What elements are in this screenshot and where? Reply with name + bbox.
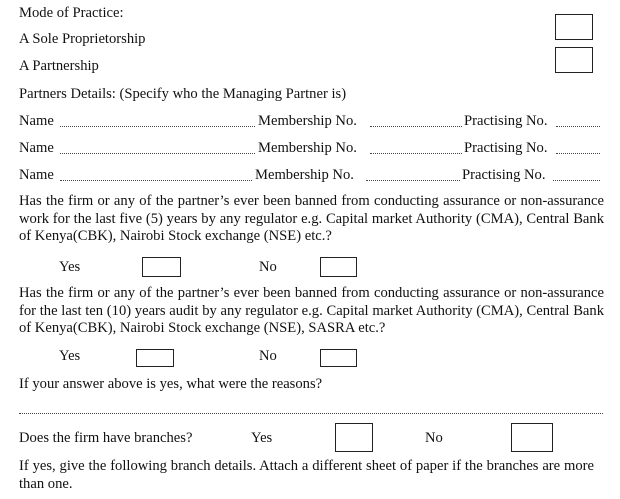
q2-no-checkbox[interactable]: [320, 349, 357, 367]
partner-membership-label: Membership No.: [258, 113, 357, 129]
partner-name-label: Name: [19, 140, 54, 156]
partner-name-label: Name: [19, 167, 54, 183]
q1-no-label: No: [259, 259, 277, 275]
partner-practising-label: Practising No.: [464, 113, 548, 129]
q1-yes-checkbox[interactable]: [142, 257, 181, 277]
q1-no-checkbox[interactable]: [320, 257, 357, 277]
partner-membership-field[interactable]: [370, 153, 462, 154]
branches-no-label: No: [425, 430, 443, 446]
branches-no-checkbox[interactable]: [511, 423, 553, 452]
branches-details: If yes, give the following branch details. Attach a different sheet of paper if the branches are more than one.: [19, 458, 594, 492]
partners-heading: Partners Details: (Specify who the Managing Partner is): [19, 86, 347, 102]
branches-yes-label: Yes: [251, 430, 273, 446]
partner-membership-field[interactable]: [366, 180, 460, 181]
q2-text: Has the firm or any of the partner’s ever been banned from conducting assurance or non-assurance for the last ten (10) years audit by any regulator e.g. Capital market Authority (CMA), Central Bank of Kenya(CBK), Nairobi Stock exchange (NSE), SASRA etc.?: [19, 285, 604, 336]
q2-no-label: No: [259, 348, 277, 364]
mode-heading: Mode of Practice:: [19, 5, 124, 21]
branches-question: Does the firm have branches?: [19, 430, 193, 446]
mode-partnership-label: A Partnership: [19, 58, 99, 74]
reasons-text: If your answer above is yes, what were the reasons?: [19, 376, 323, 392]
partner-name-field[interactable]: [60, 153, 255, 154]
partner-practising-label: Practising No.: [462, 167, 546, 183]
q2-yes-checkbox[interactable]: [136, 349, 174, 367]
partner-membership-field[interactable]: [370, 126, 462, 127]
partner-membership-label: Membership No.: [258, 140, 357, 156]
partner-practising-field[interactable]: [553, 180, 600, 181]
mode-sole-checkbox[interactable]: [555, 14, 593, 40]
branches-yes-checkbox[interactable]: [335, 423, 373, 452]
partner-practising-field[interactable]: [556, 153, 600, 154]
partner-name-field[interactable]: [60, 126, 255, 127]
partner-practising-label: Practising No.: [464, 140, 548, 156]
reasons-field[interactable]: [19, 413, 603, 414]
mode-partnership-checkbox[interactable]: [555, 47, 593, 73]
q2-yes-label: Yes: [59, 348, 81, 364]
partner-practising-field[interactable]: [556, 126, 600, 127]
partner-membership-label: Membership No.: [255, 167, 354, 183]
q1-text: Has the firm or any of the partner’s ever been banned from conducting assurance or non-assurance work for the last five (5) years by any regulator e.g. Capital market Authority (CMA), Central Bank of Kenya(CBK), Nairobi Stock exchange (NSE) etc.?: [19, 193, 604, 244]
partner-name-label: Name: [19, 113, 54, 129]
q1-yes-label: Yes: [59, 259, 81, 275]
partner-name-field[interactable]: [60, 180, 252, 181]
mode-sole-label: A Sole Proprietorship: [19, 31, 146, 47]
